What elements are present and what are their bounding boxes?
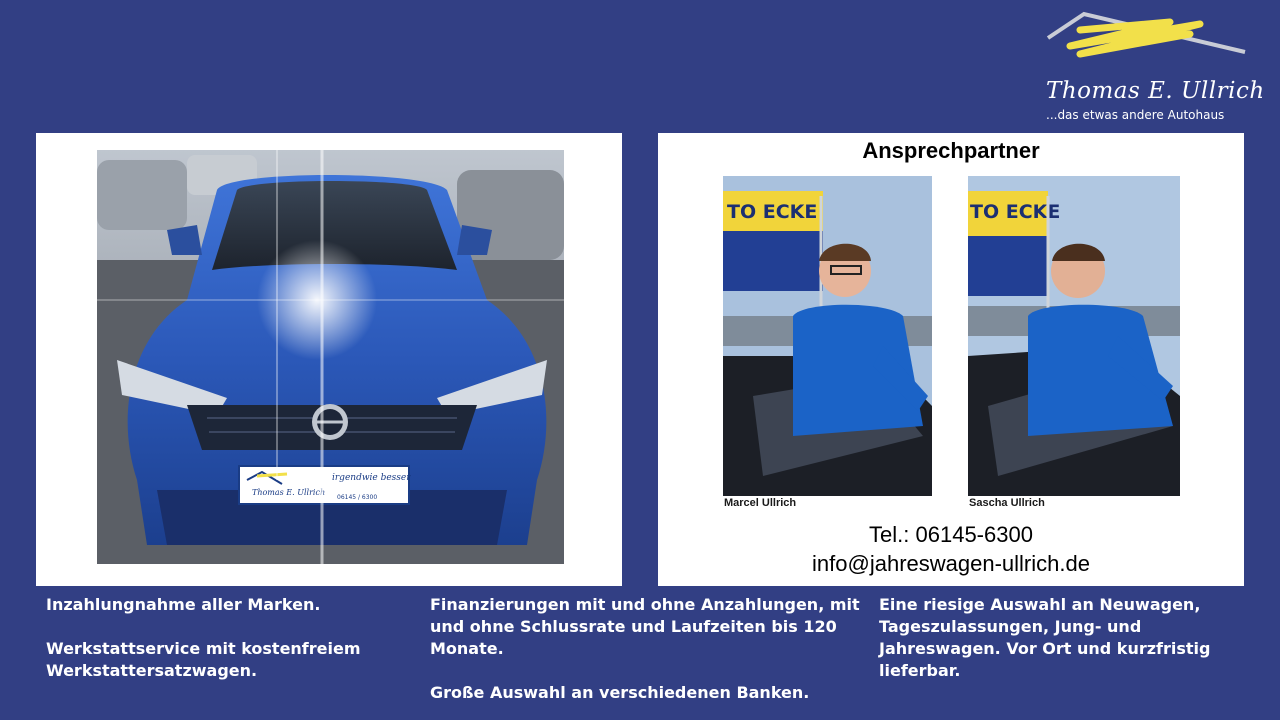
info-text: Inzahlungnahme aller Marken. [46,595,321,614]
car-card [36,133,622,586]
contact-card [658,133,1244,586]
contact-person-photo [968,176,1180,511]
contact-email[interactable]: info@jahreswagen-ullrich.de [812,551,1090,576]
plate-name: Thomas E. Ullrich [252,488,326,497]
sign-text: TO ECKE [970,201,1061,223]
contact-person-photo [723,176,932,511]
info-text: Eine riesige Auswahl an Neuwagen, Tageszulassungen, Jung- und Jahreswagen. Vor Ort und kurzfristig lieferbar. [879,595,1211,680]
logo-tagline: ...das etwas andere Autohaus [1046,108,1225,122]
sign-text: TO ECKE [727,201,818,223]
contact-title: Ansprechpartner [862,138,1040,163]
plate-slogan: irgendwie besser [332,473,411,483]
contact-name-1: Marcel Ullrich [724,497,797,509]
contact-phone[interactable]: Tel.: 06145-6300 [869,522,1033,547]
car-photo [97,150,564,564]
info-text: Große Auswahl an verschiedenen Banken. [430,683,810,702]
brand-logo [1040,8,1265,126]
info-text: Werkstattservice mit kostenfreiem Werkstattersatzwagen. [46,639,361,680]
info-column-trade-in [46,594,406,682]
plate-number: 06145 / 6300 [337,494,378,501]
roof-swoosh-icon [1040,8,1250,78]
info-column-selection [879,594,1239,682]
info-column-financing [430,594,860,704]
contact-name-2: Sascha Ullrich [969,497,1045,509]
info-text: Finanzierungen mit und ohne Anzahlungen, mit und ohne Schlussrate und Laufzeiten bis 120 Monate. [430,595,860,658]
logo-name: Thomas E. Ullrich [1046,78,1265,104]
